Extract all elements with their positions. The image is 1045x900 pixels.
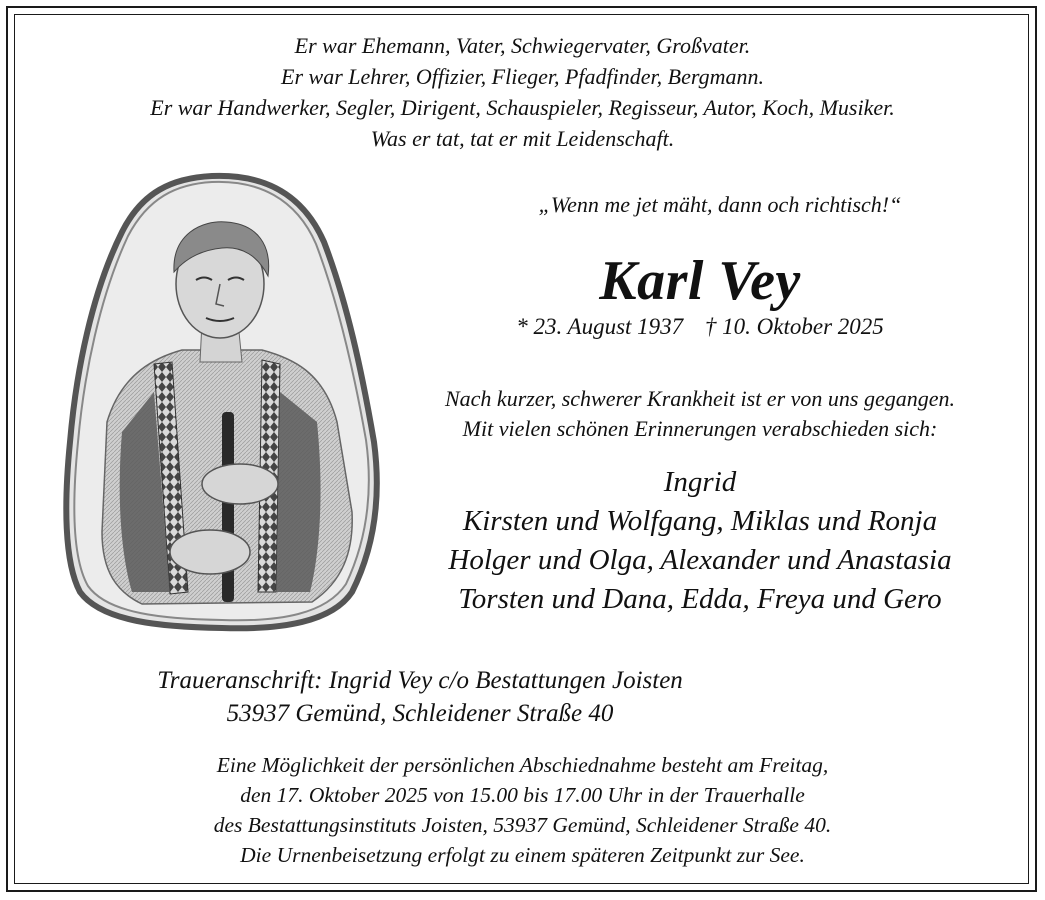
birth-date: * 23. August 1937 [516, 314, 684, 339]
info-line: Die Urnenbeisetzung erfolgt zu einem späteren Zeitpunkt zur See. [240, 843, 805, 867]
address-line: Traueranschrift: Ingrid Vey c/o Bestattungen Joisten [157, 667, 683, 694]
mourner-line: Torsten und Dana, Edda, Freya und Gero [458, 583, 942, 615]
mourner-line: Kirsten und Wolfgang, Miklas und Ronja [462, 505, 938, 537]
farewell-message [400, 384, 1000, 444]
intro-line: Was er tat, tat er mit Leidenschaft. [370, 126, 675, 151]
address-line: 53937 Gemünd, Schleidener Straße 40 [226, 700, 614, 727]
intro-text [0, 30, 1045, 154]
info-line: Eine Möglichkeit der persönlichen Abschiednahme besteht am Freitag, [216, 753, 829, 777]
deceased-name: Karl Vey [599, 250, 801, 312]
quote: „Wenn me jet mäht, dann och richtisch!“ [538, 192, 902, 217]
ceremony-info [0, 750, 1045, 870]
message-line: Nach kurzer, schwerer Krankheit ist er von uns gegangen. [444, 386, 955, 411]
mourners-list [400, 463, 1000, 619]
info-line: des Bestattungsinstituts Joisten, 53937 Gemünd, Schleidener Straße 40. [213, 813, 832, 837]
mourner-line: Ingrid [663, 466, 737, 498]
message-line: Mit vielen schönen Erinnerungen verabschieden sich: [462, 416, 938, 441]
mourner-line: Holger und Olga, Alexander und Anastasia [448, 544, 952, 576]
intro-line: Er war Ehemann, Vater, Schwiegervater, Großvater. [294, 33, 751, 58]
mourning-address [110, 664, 730, 730]
life-dates [400, 312, 1000, 342]
death-date: † 10. Oktober 2025 [704, 314, 884, 339]
intro-line: Er war Handwerker, Segler, Dirigent, Schauspieler, Regisseur, Autor, Koch, Musiker. [150, 95, 895, 120]
intro-line: Er war Lehrer, Offizier, Flieger, Pfadfinder, Bergmann. [281, 64, 764, 89]
portrait-illustration [62, 172, 380, 632]
info-line: den 17. Oktober 2025 von 15.00 bis 17.00 Uhr in der Trauerhalle [240, 783, 805, 807]
